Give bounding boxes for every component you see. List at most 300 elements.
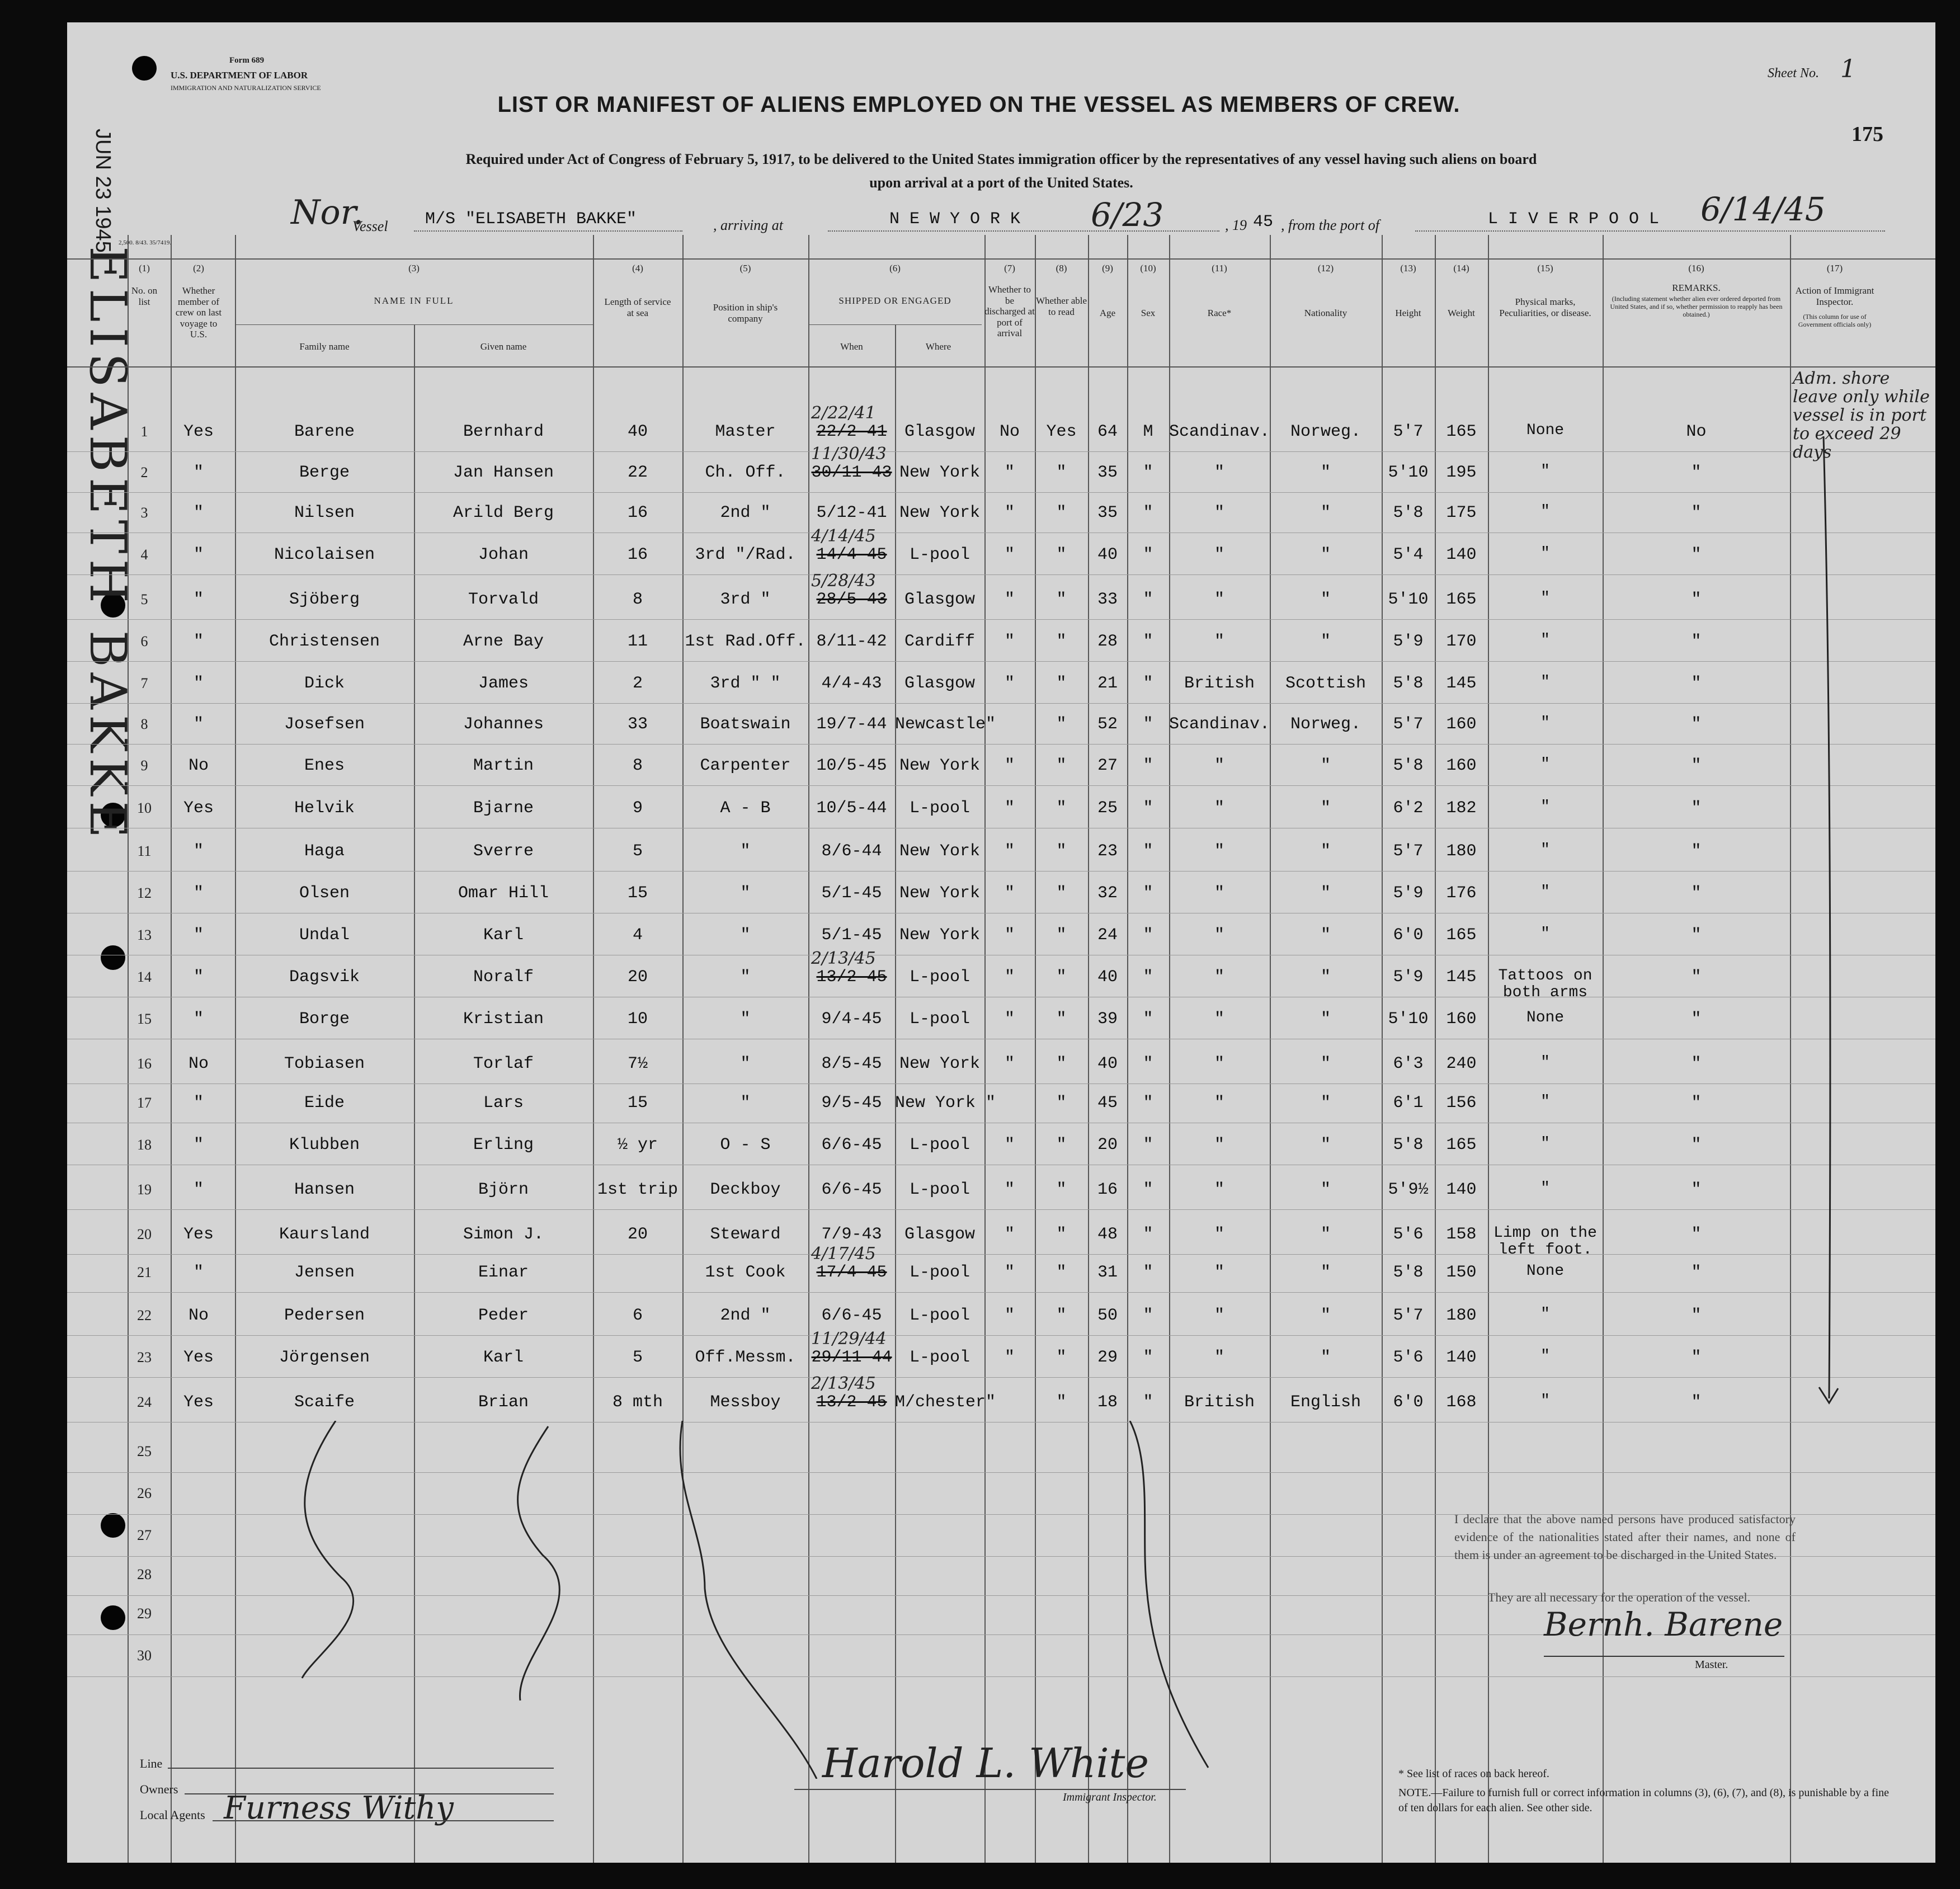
cell-height: 6'3 xyxy=(1393,1054,1424,1073)
col-number: (6) xyxy=(889,263,901,274)
cell-weight: 180 xyxy=(1446,1306,1477,1325)
cell-given: Brian xyxy=(478,1393,529,1412)
cell-read: " xyxy=(1056,968,1067,987)
cell-remarks: " xyxy=(1691,884,1702,903)
row-line xyxy=(67,451,1935,452)
cell-height: 5'7 xyxy=(1393,842,1424,861)
cell-nat: Norweg. xyxy=(1290,422,1361,441)
cell-weight: 156 xyxy=(1446,1094,1477,1113)
cell-where: New York xyxy=(899,884,981,903)
cell-family: Jensen xyxy=(294,1263,355,1282)
cell-disch: No xyxy=(999,422,1020,441)
cell-where: L-pool xyxy=(909,1010,970,1029)
cell-race: " xyxy=(1214,842,1224,861)
cell-when-handwritten: 4/17/45 xyxy=(811,1244,876,1264)
cell-given: Sverre xyxy=(473,842,534,861)
cell-read: " xyxy=(1056,1393,1067,1412)
row-line xyxy=(67,1335,1935,1336)
cell-when-handwritten: 2/13/45 xyxy=(811,1374,876,1393)
cell-nat: " xyxy=(1320,463,1331,482)
cell-length: 6 xyxy=(632,1306,643,1325)
row-number: 13 xyxy=(137,927,152,943)
vessel-underline xyxy=(414,230,682,232)
cell-disch: " xyxy=(1004,545,1015,564)
cell-given: Erling xyxy=(473,1136,534,1155)
cell-phys: " xyxy=(1540,1180,1550,1197)
col-number: (17) xyxy=(1826,263,1843,274)
cell-age: 20 xyxy=(1097,1136,1118,1155)
cell-nat: " xyxy=(1320,545,1331,564)
cell-nat: Norweg. xyxy=(1290,715,1361,734)
header-discharged: Whether to be discharged at port of arrival xyxy=(984,284,1035,339)
cell-phys: " xyxy=(1540,1093,1550,1110)
cell-where: Glasgow xyxy=(904,590,976,609)
cell-member: No xyxy=(188,1306,209,1325)
sheet-number: 1 xyxy=(1840,55,1856,83)
cell-when-handwritten: 4/14/45 xyxy=(811,526,876,546)
row-line xyxy=(67,1377,1935,1378)
inspector-signature-line xyxy=(794,1789,1186,1790)
cell-nat: " xyxy=(1320,1348,1331,1367)
cell-race: British xyxy=(1184,674,1255,693)
header-height: Height xyxy=(1395,308,1421,318)
cell-position: " xyxy=(740,884,751,903)
cell-weight: 168 xyxy=(1446,1393,1477,1412)
owners-label: Owners xyxy=(140,1782,178,1796)
cell-when: 17/4-45 xyxy=(816,1263,887,1282)
cell-phys: " xyxy=(1540,841,1550,859)
cell-read: " xyxy=(1056,1054,1067,1073)
cell-position: 3rd " " xyxy=(710,674,781,693)
manifest-subtitle-2: upon arrival at a port of the United States. xyxy=(869,175,1133,191)
empty-row-number: 26 xyxy=(137,1485,152,1501)
cell-age: 35 xyxy=(1097,463,1118,482)
cell-given: Bjarne xyxy=(473,799,534,818)
cell-height: 5'7 xyxy=(1393,715,1424,734)
cell-member: " xyxy=(193,1094,204,1113)
cell-weight: 158 xyxy=(1446,1225,1477,1244)
cell-height: 5'10 xyxy=(1388,463,1429,482)
cell-remarks: " xyxy=(1691,1180,1702,1199)
cell-when: 6/6-45 xyxy=(821,1306,882,1325)
header-no-on-list: No. on list xyxy=(131,285,158,307)
cell-race: " xyxy=(1214,1180,1224,1199)
table-top-border xyxy=(67,258,1935,260)
cell-weight: 165 xyxy=(1446,926,1477,945)
row-number: 7 xyxy=(140,675,148,691)
cell-length: 2 xyxy=(632,674,643,693)
cell-phys: " xyxy=(1540,632,1550,649)
cell-disch: " xyxy=(1004,674,1015,693)
cell-where: L-pool xyxy=(909,968,970,987)
cell-disch: " xyxy=(1004,503,1015,522)
cell-height: 5'7 xyxy=(1393,1306,1424,1325)
cell-read: " xyxy=(1056,715,1067,734)
cell-weight: 145 xyxy=(1446,674,1477,693)
row-number: 22 xyxy=(137,1307,152,1323)
header-sex: Sex xyxy=(1141,308,1156,318)
cell-position: Messboy xyxy=(710,1393,781,1412)
col-number: (2) xyxy=(193,263,204,274)
cell-age: 16 xyxy=(1097,1180,1118,1199)
cell-sex: " xyxy=(1143,674,1153,693)
cell-member: Yes xyxy=(183,799,214,818)
row-line xyxy=(67,661,1935,662)
col-number: (9) xyxy=(1102,263,1113,274)
cell-age: 39 xyxy=(1097,1010,1118,1029)
cell-family: Olsen xyxy=(299,884,350,903)
cell-nat: " xyxy=(1320,884,1331,903)
cell-where: New York xyxy=(899,463,981,482)
cell-height: 5'9 xyxy=(1393,968,1424,987)
cell-position: Master xyxy=(715,422,776,441)
cell-age: 32 xyxy=(1097,884,1118,903)
cell-age: 52 xyxy=(1097,715,1118,734)
cell-read: " xyxy=(1056,1263,1067,1282)
cell-read: " xyxy=(1056,632,1067,651)
header-weight: Weight xyxy=(1448,308,1475,318)
cell-race: " xyxy=(1214,1225,1224,1244)
cell-remarks: " xyxy=(1691,1306,1702,1325)
cell-when: 8/5-45 xyxy=(821,1054,882,1073)
cell-family: Dick xyxy=(304,674,345,693)
cell-when: 14/4-45 xyxy=(816,545,887,564)
cell-weight: 165 xyxy=(1446,1136,1477,1155)
cell-when: 10/5-44 xyxy=(816,799,887,818)
cell-where: Glasgow xyxy=(904,674,976,693)
cell-age: 18 xyxy=(1097,1393,1118,1412)
cell-member: " xyxy=(193,590,204,609)
cell-family: Enes xyxy=(304,756,345,775)
cell-length: 9 xyxy=(632,799,643,818)
form-number: Form 689 xyxy=(229,56,265,65)
row-number: 19 xyxy=(137,1181,152,1198)
header-given-name: Given name xyxy=(480,341,527,352)
row-number: 14 xyxy=(137,969,152,985)
cell-nat: " xyxy=(1320,1263,1331,1282)
cell-family: Scaife xyxy=(294,1393,355,1412)
col-number: (7) xyxy=(1004,263,1015,274)
line-underline xyxy=(168,1768,554,1769)
cell-nat: " xyxy=(1320,1010,1331,1029)
cell-race: " xyxy=(1214,884,1224,903)
punch-hole xyxy=(101,1605,125,1630)
cell-sex: " xyxy=(1143,1306,1153,1325)
cell-remarks: " xyxy=(1691,1094,1702,1113)
cell-position: O - S xyxy=(720,1136,771,1155)
cell-when: 19/7-44 xyxy=(816,715,887,734)
row-line xyxy=(67,574,1935,575)
header-shipped-engaged: SHIPPED OR ENGAGED xyxy=(838,295,951,306)
cell-age: 50 xyxy=(1097,1306,1118,1325)
cell-sex: M xyxy=(1143,422,1153,441)
cell-when: 8/6-44 xyxy=(821,842,882,861)
cell-family: Nilsen xyxy=(294,503,355,522)
cell-given: Omar Hill xyxy=(458,884,549,903)
cell-length: 1st trip xyxy=(597,1180,679,1199)
cell-phys: " xyxy=(1540,1392,1550,1410)
cell-disch: " xyxy=(1004,884,1015,903)
cell-nat: " xyxy=(1320,926,1331,945)
cell-disch: " xyxy=(1004,926,1015,945)
cell-age: 35 xyxy=(1097,503,1118,522)
cell-race: " xyxy=(1214,590,1224,609)
departure-port: L I V E R P O O L xyxy=(1488,210,1660,229)
cell-weight: 180 xyxy=(1446,842,1477,861)
cell-age: 24 xyxy=(1097,926,1118,945)
cell-height: 5'8 xyxy=(1393,1136,1424,1155)
cell-phys: " xyxy=(1540,714,1550,732)
cell-where: Newcastle" xyxy=(895,715,996,734)
cell-race: " xyxy=(1214,926,1224,945)
cell-height: 5'10 xyxy=(1388,590,1429,609)
cell-family: Sjöberg xyxy=(289,590,360,609)
row-line xyxy=(67,492,1935,493)
cell-phys: Tattoos on both arms xyxy=(1498,967,1593,1001)
cell-sex: " xyxy=(1143,799,1153,818)
cell-position: Steward xyxy=(710,1225,781,1244)
cell-given: Lars xyxy=(483,1094,524,1113)
cell-read: " xyxy=(1056,503,1067,522)
cell-read: " xyxy=(1056,884,1067,903)
header-nationality: Nationality xyxy=(1304,308,1348,318)
cell-nat: Scottish xyxy=(1285,674,1367,693)
cell-member: " xyxy=(193,463,204,482)
cell-weight: 165 xyxy=(1446,590,1477,609)
cell-length: 5 xyxy=(632,842,643,861)
cell-weight: 160 xyxy=(1446,756,1477,775)
cell-when: 5/1-45 xyxy=(821,926,882,945)
cell-weight: 160 xyxy=(1446,1010,1477,1029)
arriving-underline xyxy=(828,230,1219,232)
row-number: 18 xyxy=(137,1137,152,1153)
cell-height: 5'8 xyxy=(1393,674,1424,693)
cell-family: Eide xyxy=(304,1094,345,1113)
cell-height: 5'6 xyxy=(1393,1348,1424,1367)
cell-nat: " xyxy=(1320,1054,1331,1073)
cell-where: L-pool xyxy=(909,799,970,818)
empty-row-number: 30 xyxy=(137,1647,152,1664)
cell-length: 8 xyxy=(632,756,643,775)
cell-member: " xyxy=(193,632,204,651)
cell-sex: " xyxy=(1143,842,1153,861)
cell-phys: " xyxy=(1540,1054,1550,1071)
cell-phys: None xyxy=(1526,1009,1565,1026)
row-line xyxy=(67,744,1935,745)
cell-sex: " xyxy=(1143,968,1153,987)
from-underline xyxy=(1415,230,1885,232)
cell-member: " xyxy=(193,1180,204,1199)
cell-given: Bernhard xyxy=(463,422,544,441)
empty-row-number: 27 xyxy=(137,1527,152,1543)
col-number: (4) xyxy=(632,263,643,274)
cell-member: " xyxy=(193,968,204,987)
col-number: (15) xyxy=(1537,263,1553,274)
cell-nat: " xyxy=(1320,632,1331,651)
cell-position: 2nd " xyxy=(720,1306,771,1325)
cell-nat: " xyxy=(1320,590,1331,609)
cell-when: 13/2-45 xyxy=(816,968,887,987)
cell-position: " xyxy=(740,926,751,945)
header-position: Position in ship's company xyxy=(713,302,778,324)
cell-nat: " xyxy=(1320,842,1331,861)
declaration-text-2: They are all necessary for the operation of the vessel. xyxy=(1488,1590,1751,1604)
cell-member: Yes xyxy=(183,1348,214,1367)
cell-race: " xyxy=(1214,1010,1224,1029)
cell-when: 9/4-45 xyxy=(821,1010,882,1029)
cell-race: " xyxy=(1214,968,1224,987)
cell-remarks: " xyxy=(1691,463,1702,482)
master-signature: Bernh. Barene xyxy=(1544,1605,1783,1643)
cell-when-handwritten: 2/22/41 xyxy=(811,403,876,423)
cell-position: Ch. Off. xyxy=(705,463,786,482)
cell-nat: " xyxy=(1320,1136,1331,1155)
cell-length: 7½ xyxy=(627,1054,648,1073)
cell-given: Björn xyxy=(478,1180,529,1199)
cell-race: Scandinav. xyxy=(1169,715,1270,734)
year-prefix: , 19 xyxy=(1225,217,1247,233)
cell-given: Noralf xyxy=(473,968,534,987)
cell-race: " xyxy=(1214,1348,1224,1367)
cell-remarks: " xyxy=(1691,590,1702,609)
col-number: (12) xyxy=(1317,263,1334,274)
cell-where: New York xyxy=(899,503,981,522)
cell-disch: " xyxy=(1004,842,1015,861)
row-line xyxy=(67,785,1935,786)
cell-family: Dagsvik xyxy=(289,968,360,987)
cell-position: " xyxy=(740,1010,751,1029)
cell-weight: 170 xyxy=(1446,632,1477,651)
action-arrow xyxy=(1790,425,1879,1432)
cell-length: 33 xyxy=(627,715,648,734)
cell-position: Deckboy xyxy=(710,1180,781,1199)
cell-given: Simon J. xyxy=(463,1225,544,1244)
cell-length: 40 xyxy=(627,422,648,441)
arrival-year: 45 xyxy=(1253,213,1274,232)
row-number: 12 xyxy=(137,885,152,901)
cell-given: Arild Berg xyxy=(453,503,554,522)
cell-when: 13/2-45 xyxy=(816,1393,887,1412)
cell-length: 20 xyxy=(627,1225,648,1244)
cell-disch: " xyxy=(1004,463,1015,482)
cell-disch: " xyxy=(1004,1225,1015,1244)
line-label: Line xyxy=(140,1756,163,1770)
row-number: 3 xyxy=(140,505,148,521)
cell-length: 5 xyxy=(632,1348,643,1367)
cell-when: 22/2-41 xyxy=(816,422,887,441)
cell-remarks: " xyxy=(1691,1010,1702,1029)
cell-weight: 145 xyxy=(1446,968,1477,987)
cell-where: L-pool xyxy=(909,1263,970,1282)
empty-rows-cancel-marks xyxy=(280,1421,1231,1779)
cell-remarks: " xyxy=(1691,1348,1702,1367)
cell-remarks: " xyxy=(1691,503,1702,522)
row-number: 20 xyxy=(137,1226,152,1242)
cell-read: " xyxy=(1056,674,1067,693)
agents-label: Local Agents xyxy=(140,1808,205,1822)
row-number: 11 xyxy=(137,843,152,859)
cell-remarks: " xyxy=(1691,674,1702,693)
cell-family: Kaursland xyxy=(279,1225,370,1244)
cell-when: 9/5-45 xyxy=(821,1094,882,1113)
cell-disch: " xyxy=(1004,1054,1015,1073)
header-family-name: Family name xyxy=(299,341,350,352)
cell-remarks: " xyxy=(1691,545,1702,564)
cell-family: Haga xyxy=(304,842,345,861)
cell-given: Jan Hansen xyxy=(453,463,554,482)
header-action-note: (This column for use of Government officials only) xyxy=(1798,313,1872,328)
manifest-subtitle-1: Required under Act of Congress of February 5, 1917, to be delivered to the United States immigration officer by the representatives of any vessel having such aliens on board xyxy=(465,151,1537,167)
col-number: (3) xyxy=(408,263,420,274)
cell-where: L-pool xyxy=(909,1136,970,1155)
cell-height: 5'6 xyxy=(1393,1225,1424,1244)
row-number: 10 xyxy=(137,800,152,816)
cell-age: 40 xyxy=(1097,968,1118,987)
cell-weight: 150 xyxy=(1446,1263,1477,1282)
cell-member: " xyxy=(193,884,204,903)
cell-height: 5'8 xyxy=(1393,1263,1424,1282)
cell-race: Scandinav. xyxy=(1169,422,1270,441)
vessel-label: Vessel xyxy=(352,218,388,234)
cell-age: 40 xyxy=(1097,545,1118,564)
header-remarks: REMARKS. xyxy=(1672,282,1721,293)
cell-remarks: No xyxy=(1686,422,1707,441)
cell-family: Christensen xyxy=(268,632,380,651)
col-number: (11) xyxy=(1212,263,1227,274)
row-number: 5 xyxy=(140,591,148,607)
cell-phys: None xyxy=(1526,422,1565,439)
cell-phys: " xyxy=(1540,590,1550,607)
cell-position: " xyxy=(740,968,751,987)
cell-remarks: " xyxy=(1691,842,1702,861)
cell-position: " xyxy=(740,842,751,861)
department-name: U.S. DEPARTMENT OF LABOR xyxy=(171,70,308,81)
cell-given: Karl xyxy=(483,926,524,945)
cell-nat: English xyxy=(1290,1393,1361,1412)
cell-where: L-pool xyxy=(909,1348,970,1367)
cell-remarks: " xyxy=(1691,799,1702,818)
cell-where: New York xyxy=(899,1054,981,1073)
cell-where: New York xyxy=(899,842,981,861)
cell-position: " xyxy=(740,1054,751,1073)
cell-sex: " xyxy=(1143,1094,1153,1113)
manifest-title: LIST OR MANIFEST OF ALIENS EMPLOYED ON THE VESSEL AS MEMBERS OF CREW. xyxy=(497,92,1460,117)
cell-phys: " xyxy=(1540,463,1550,480)
cell-member: Yes xyxy=(183,1225,214,1244)
row-number: 21 xyxy=(137,1264,152,1280)
cell-weight: 240 xyxy=(1446,1054,1477,1073)
cell-phys: Limp on the left foot. xyxy=(1493,1224,1597,1259)
cell-member: " xyxy=(193,1263,204,1282)
race-note: * See list of races on back hereof. xyxy=(1398,1768,1549,1780)
cell-phys: " xyxy=(1540,503,1550,520)
cell-given: Kristian xyxy=(463,1010,544,1029)
row-number: 1 xyxy=(140,423,148,440)
cell-height: 6'2 xyxy=(1393,799,1424,818)
cell-family: Borge xyxy=(299,1010,350,1029)
header-physical: Physical marks, Peculiarities, or disease. xyxy=(1499,296,1591,318)
cell-position: 3rd " xyxy=(720,590,771,609)
action-note-handwritten: Adm. shore leave only while vessel is in port to exceed 29 days xyxy=(1793,369,1930,462)
col-number: (16) xyxy=(1688,263,1704,274)
cell-sex: " xyxy=(1143,1263,1153,1282)
header-race: Race* xyxy=(1207,308,1232,318)
cell-race: " xyxy=(1214,756,1224,775)
cell-weight: 140 xyxy=(1446,1180,1477,1199)
cell-member: " xyxy=(193,545,204,564)
cell-given: Johan xyxy=(478,545,529,564)
col-number: (13) xyxy=(1400,263,1416,274)
